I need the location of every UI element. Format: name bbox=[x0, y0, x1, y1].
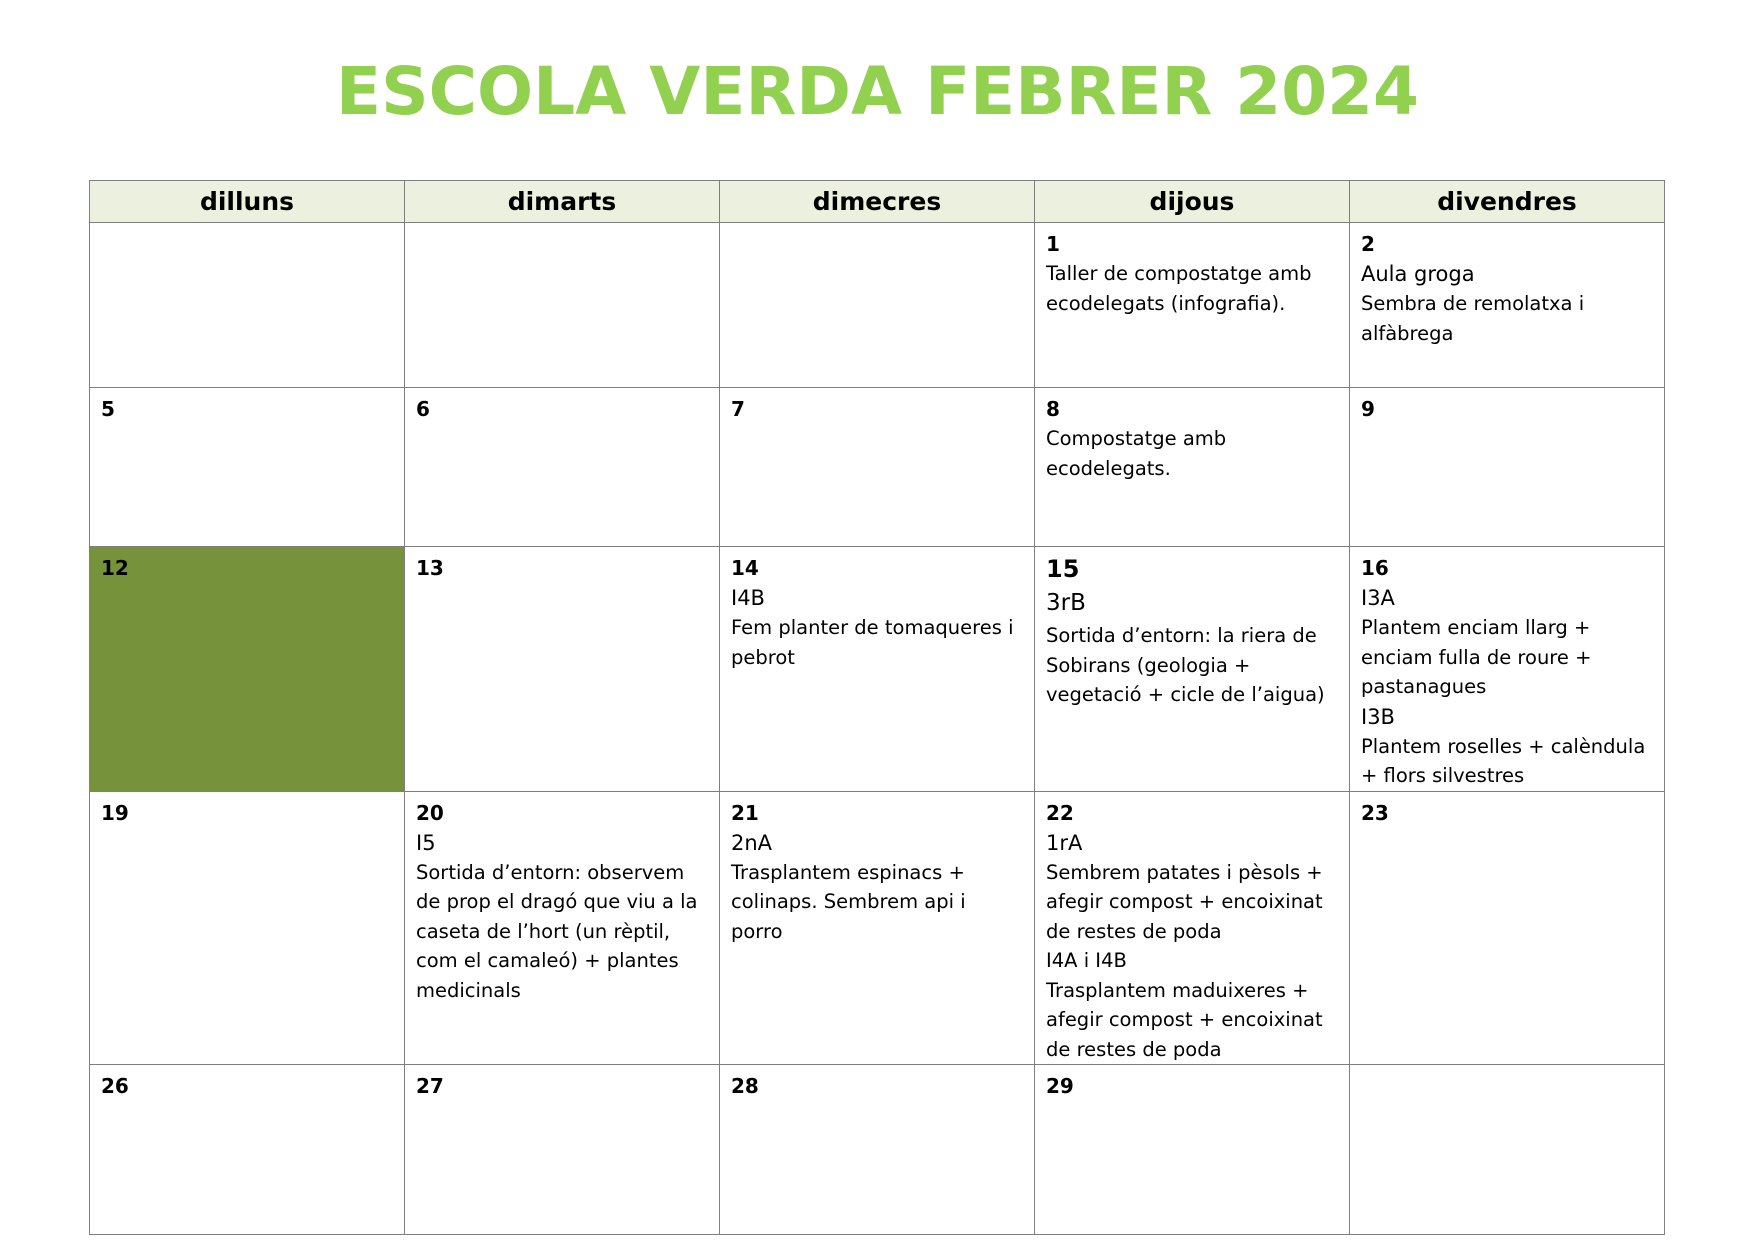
day-number: 1 bbox=[1046, 232, 1060, 256]
day-cell bbox=[1035, 1065, 1350, 1235]
weekday-header-row bbox=[90, 181, 1665, 223]
page-title: ESCOLA VERDA FEBRER 2024 bbox=[336, 53, 1419, 130]
day-cell bbox=[405, 1065, 720, 1235]
week-row bbox=[90, 388, 1665, 547]
day-cell-empty bbox=[405, 223, 720, 388]
day-cell bbox=[90, 1065, 405, 1235]
activity-text: Fem planter de tomaqueres i pebrot bbox=[731, 616, 1014, 669]
day-cell-highlighted bbox=[90, 547, 405, 792]
day-number: 5 bbox=[101, 397, 115, 421]
day-number: 8 bbox=[1046, 397, 1060, 421]
activity-text: Sembrem patates i pèsols + afegir compost + encoixinat de restes de poda bbox=[1046, 860, 1323, 943]
day-number: 20 bbox=[416, 800, 444, 825]
week-row bbox=[90, 223, 1665, 388]
day-cell bbox=[1035, 791, 1350, 1065]
activity-text: Sortida d’entorn: la riera de Sobirans (geologia + vegetació + cicle de l’aigua) bbox=[1046, 624, 1325, 706]
activity-text: Sembra de remolatxa i alfàbrega bbox=[1361, 292, 1585, 345]
class-group: 2nA bbox=[731, 830, 773, 855]
day-number: 21 bbox=[731, 800, 759, 825]
day-number: 16 bbox=[1361, 556, 1389, 580]
class-group: Aula groga bbox=[1361, 262, 1475, 286]
day-number: 15 bbox=[1046, 555, 1080, 583]
day-cell bbox=[720, 388, 1035, 547]
day-number: 27 bbox=[416, 1074, 444, 1098]
day-cell bbox=[90, 388, 405, 547]
class-group: 3rB bbox=[1046, 590, 1086, 616]
class-group: I5 bbox=[416, 830, 436, 855]
day-cell bbox=[405, 791, 720, 1065]
day-cell bbox=[720, 791, 1035, 1065]
day-number: 19 bbox=[101, 800, 129, 825]
day-cell-empty bbox=[720, 223, 1035, 388]
activity-text: Taller de compostatge amb ecodelegats (infografia). bbox=[1046, 262, 1312, 315]
day-cell-empty bbox=[1350, 1065, 1665, 1235]
day-number: 7 bbox=[731, 397, 745, 421]
day-number: 28 bbox=[731, 1074, 759, 1098]
weekday-header: dijous bbox=[1035, 181, 1350, 223]
calendar-table bbox=[89, 180, 1665, 1235]
class-group: 1rA bbox=[1046, 830, 1083, 855]
day-cell bbox=[1035, 547, 1350, 792]
weekday-header: divendres bbox=[1350, 181, 1665, 223]
activity-text: Trasplantem espinacs + colinaps. Sembrem api i porro bbox=[731, 860, 966, 943]
day-number: 29 bbox=[1046, 1074, 1074, 1098]
weekday-header: dilluns bbox=[90, 181, 405, 223]
activity-text: Sortida d’entorn: observem de prop el dragó que viu a la caseta de l’hort (un rèptil, com el camaleó) + plantes medicinals bbox=[416, 860, 698, 1002]
weekday-header: dimarts bbox=[405, 181, 720, 223]
day-number: 22 bbox=[1046, 800, 1074, 825]
class-group: I4B bbox=[731, 586, 765, 610]
week-row bbox=[90, 791, 1665, 1065]
class-group: I3B bbox=[1361, 704, 1395, 729]
day-cell bbox=[1035, 388, 1350, 547]
day-cell bbox=[720, 547, 1035, 792]
day-cell bbox=[90, 791, 405, 1065]
week-row bbox=[90, 1065, 1665, 1235]
day-cell bbox=[1350, 791, 1665, 1065]
day-number: 9 bbox=[1361, 397, 1375, 421]
weekday-header: dimecres bbox=[720, 181, 1035, 223]
class-group: I4A i I4B bbox=[1046, 949, 1127, 972]
day-cell bbox=[405, 388, 720, 547]
day-number: 13 bbox=[416, 556, 444, 580]
day-number: 12 bbox=[101, 556, 129, 580]
day-cell-empty bbox=[90, 223, 405, 388]
day-cell bbox=[1035, 223, 1350, 388]
activity-text: Plantem roselles + calèndula + flors silvestres bbox=[1361, 734, 1646, 787]
class-group: I3A bbox=[1361, 586, 1395, 610]
week-row bbox=[90, 547, 1665, 792]
day-number: 6 bbox=[416, 397, 430, 421]
day-number: 26 bbox=[101, 1074, 129, 1098]
day-number: 23 bbox=[1361, 800, 1389, 825]
day-cell bbox=[1350, 223, 1665, 388]
day-cell bbox=[405, 547, 720, 792]
day-number: 2 bbox=[1361, 232, 1375, 256]
day-cell bbox=[720, 1065, 1035, 1235]
activity-text: Compostatge amb ecodelegats. bbox=[1046, 427, 1227, 480]
activity-text: Trasplantem maduixeres + afegir compost + encoixinat de restes de poda bbox=[1046, 978, 1323, 1061]
day-cell bbox=[1350, 547, 1665, 792]
day-cell bbox=[1350, 388, 1665, 547]
activity-text: Plantem enciam llarg + enciam fulla de roure + pastanagues bbox=[1361, 616, 1592, 698]
day-number: 14 bbox=[731, 556, 759, 580]
